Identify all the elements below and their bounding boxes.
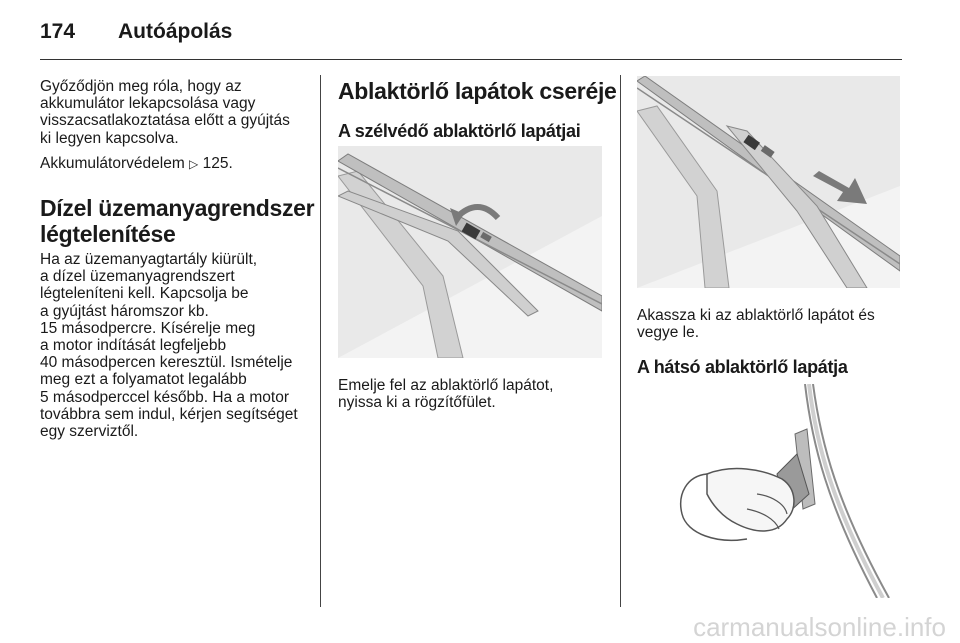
diesel-bleeding-body: [40, 251, 315, 440]
battery-note: [40, 78, 310, 147]
column-divider-1: [320, 75, 321, 607]
caption-line: Akassza ki az ablaktörlő lapátot és: [637, 307, 875, 324]
body-line: továbbra sem indul, kérjen segítséget: [40, 405, 298, 423]
body-line: a gyújtást háromszor kb.: [40, 302, 209, 320]
column-divider-2: [620, 75, 621, 607]
battery-note-line: ki legyen kapcsolva.: [40, 129, 179, 147]
battery-note-line: akkumulátor lekapcsolása vagy: [40, 95, 256, 113]
windscreen-wiper-subheading: A szélvédő ablaktörlő lapátjai: [338, 121, 581, 141]
caption-line: vegye le.: [637, 324, 700, 342]
body-line: 40 másodpercen keresztül. Ismételje: [40, 354, 293, 372]
heading-line: Dízel üzemanyagrendszer: [40, 195, 315, 221]
battery-note-line: visszacsatlakoztatása előtt a gyújtás: [40, 112, 290, 130]
body-line: 15 másodpercre. Kísérelje meg: [40, 319, 256, 337]
battery-note-line: Győződjön meg róla, hogy az: [40, 78, 242, 95]
rear-wiper-drawing: [637, 384, 900, 598]
page-number: 174: [40, 20, 76, 43]
header-rule: [40, 59, 902, 60]
cross-reference: [40, 155, 310, 173]
body-line: egy szerviztől.: [40, 423, 139, 441]
diesel-bleeding-heading: [40, 195, 315, 247]
wiper-lift-caption: [338, 377, 613, 411]
watermark: carmanualsonline.info: [693, 612, 946, 642]
wiper-remove-illustration: [637, 76, 900, 288]
body-line: a dízel üzemanyagrendszert: [40, 268, 235, 286]
reference-label: Akkumulátorvédelem: [40, 155, 185, 172]
rear-wiper-illustration: [637, 384, 900, 598]
body-line: meg ezt a folyamatot legalább: [40, 371, 247, 389]
body-line: légteleníteni kell. Kapcsolja be: [40, 285, 249, 303]
wiper-lift-illustration: [338, 146, 602, 358]
heading-line: légtelenítése: [40, 221, 176, 247]
wiper-remove-drawing: [637, 76, 900, 288]
rear-wiper-subheading: A hátsó ablaktörlő lapátja: [637, 357, 848, 377]
wiper-remove-caption: [637, 307, 902, 341]
wiper-replacement-heading: Ablaktörlő lapátok cseréje: [338, 78, 617, 104]
section-title: Autóápolás: [118, 20, 233, 43]
reference-page: 125.: [202, 155, 233, 172]
body-line: 5 másodperccel később. Ha a motor: [40, 388, 289, 406]
body-line: a motor indítását legfeljebb: [40, 337, 227, 355]
wiper-lift-drawing: [338, 146, 602, 358]
page-reference-arrow-icon: ▷: [189, 157, 199, 171]
body-line: Ha az üzemanyagtartály kiürült,: [40, 251, 258, 268]
caption-line: Emelje fel az ablaktörlő lapátot,: [338, 377, 554, 394]
caption-line: nyissa ki a rögzítőfület.: [338, 394, 496, 412]
